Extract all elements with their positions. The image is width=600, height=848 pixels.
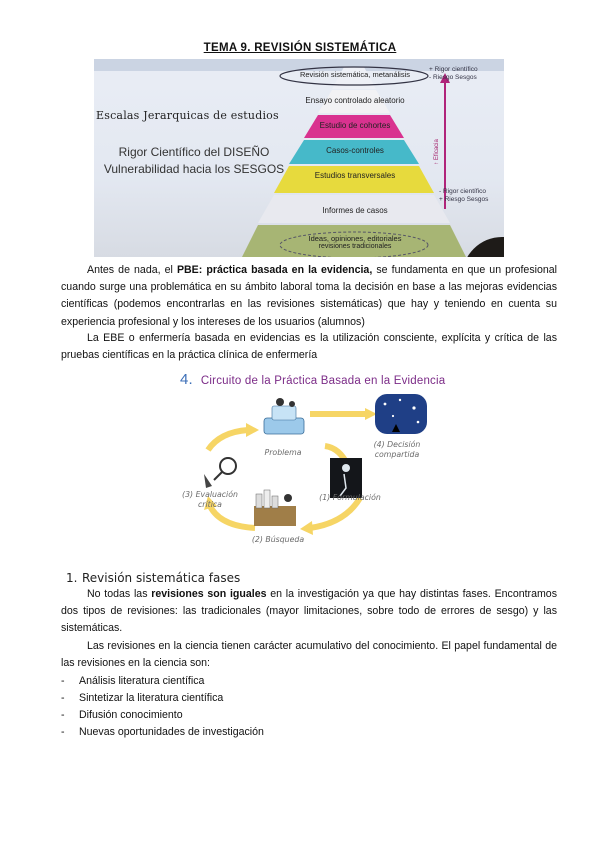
formulation-figure-icon bbox=[330, 458, 362, 498]
pyramid-label-6: Informes de casos bbox=[322, 206, 388, 215]
figure-title bbox=[180, 371, 445, 388]
pyramid-label-5: Estudios transversales bbox=[314, 171, 396, 180]
pyramid-label-1: Revisión sistemática, metanálisis bbox=[299, 70, 411, 79]
pyramid-label-7: Ideas, opiniones, editoriales bbox=[308, 234, 402, 243]
cycle-label-formulacion: (1) Formulación bbox=[319, 493, 381, 502]
list-item: - Sintetizar la literatura científica bbox=[61, 692, 224, 704]
page-title: TEMA 9. REVISIÓN SISTEMÁTICA bbox=[203, 42, 397, 54]
cycle-label-decision: (4) Decisión compartida bbox=[373, 440, 421, 459]
side-label-bottom-2: + Riesgo Sesgos bbox=[439, 196, 489, 203]
paragraph-pbe-pre: Antes de nada, el bbox=[87, 264, 177, 276]
slide-heading: Escalas Jerarquicas de estudios bbox=[96, 109, 279, 122]
section-title: Revisión sistemática fases bbox=[82, 571, 241, 585]
list-item: - Difusión conocimiento bbox=[61, 709, 183, 721]
list-item: - Análisis literatura científica bbox=[61, 675, 205, 687]
paragraph-revisiones-pre: No todas las bbox=[87, 588, 152, 600]
paragraph-pbe bbox=[61, 262, 557, 331]
ebp-cycle-diagram bbox=[160, 388, 450, 558]
paragraph-revisiones-bold: revisiones son iguales bbox=[151, 588, 267, 600]
paragraph-revisiones bbox=[61, 586, 557, 638]
pyramid-label-3: Estudio de cohortes bbox=[319, 121, 391, 130]
cycle-label-busqueda: (2) Búsqueda bbox=[251, 535, 305, 544]
slide-photo bbox=[94, 59, 504, 257]
cycle-label-problema: Problema bbox=[264, 448, 302, 457]
paragraph-ebe bbox=[61, 330, 557, 364]
pyramid-label-8: revisiones tradicionales bbox=[318, 243, 392, 250]
arrow-evaluation-to-problem bbox=[208, 430, 248, 450]
search-books-icon bbox=[254, 490, 296, 526]
paragraph-ebe-text: La EBE o enfermería basada en evidencias es la utilización consciente, explícita y crítica de las pruebas científicas en la práctica clínica de enfermería bbox=[61, 332, 557, 362]
figure-number: 4. bbox=[180, 371, 193, 388]
section-heading bbox=[66, 571, 240, 585]
paragraph-pbe-post: se fundamenta en que un profesional cuando surge una problemática en su ámbito laboral toma la decisión en base a las mejoras evidencias científicas (podemos encontrarlas en las revisiones sistemáticas) que hay y teniendo en cuenta su experiencia profesional y los intereses de los usuarios (alumnos) bbox=[61, 264, 557, 328]
figure-title-text: Circuito de la Práctica Basada en la Evidencia bbox=[200, 375, 446, 387]
slide-line-rigor: Rigor Científico del DISEÑO bbox=[118, 145, 270, 159]
decision-sky-icon bbox=[375, 394, 427, 434]
list-item: - Nuevas oportunidades de investigación bbox=[61, 726, 264, 738]
section-number: 1. bbox=[66, 571, 78, 585]
side-label-bottom-1: - Rigor científico bbox=[439, 188, 486, 195]
slide-line-sesgos: Vulnerabilidad hacia los SESGOS bbox=[103, 162, 285, 176]
paragraph-pbe-bold: PBE: práctica basada en la evidencia, bbox=[176, 264, 373, 276]
paragraph-revisiones-post: en la investigación ya que hay distintas fases. Encontramos dos tipos de revisiones: las tradicionales (mayor limitaciones, sobre todo de errores de sesgo) y las sistemáticas. bbox=[61, 588, 557, 635]
cycle-label-evaluacion: (3) Evaluación crítica bbox=[182, 490, 238, 509]
pyramid-label-4: Casos-controles bbox=[326, 146, 384, 155]
side-label-top-2: - Riesgo Sesgos bbox=[429, 74, 477, 81]
paragraph-ciencia bbox=[61, 638, 557, 672]
pyramid-label-2: Ensayo controlado aleatorio bbox=[305, 96, 405, 105]
magnifier-icon bbox=[204, 458, 236, 488]
side-label-top-1: + Rigor científico bbox=[429, 66, 478, 73]
problem-illustration-icon bbox=[264, 398, 304, 434]
paragraph-ciencia-text: Las revisiones en la ciencia tienen carácter acumulativo del conocimiento. El papel fundamental de las revisiones en la ciencia son: bbox=[61, 640, 557, 670]
side-label-vertical: ↑ Eficacia bbox=[433, 139, 440, 165]
